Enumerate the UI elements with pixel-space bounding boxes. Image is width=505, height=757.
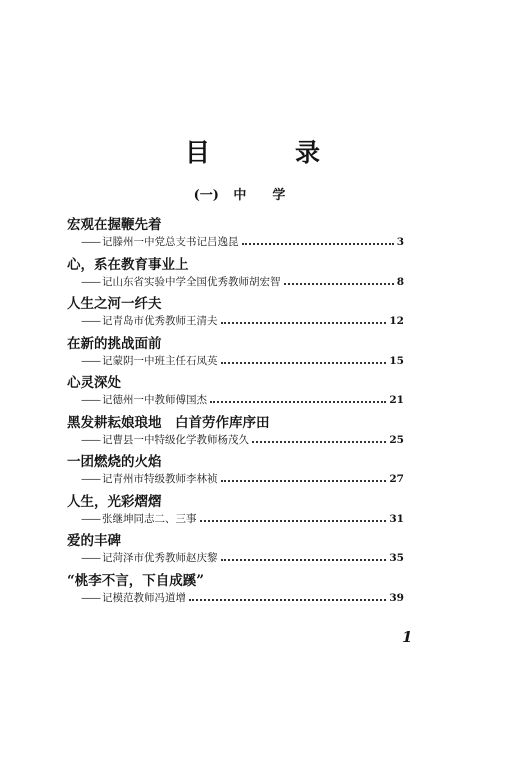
toc-entry-subtitle: 记菏泽市优秀教师赵庆黎 <box>102 552 218 564</box>
toc-page-number: 15 <box>389 354 404 367</box>
toc-entry-title: 心灵深处 <box>67 375 121 391</box>
em-dash: —— <box>81 275 100 288</box>
toc-page-number: 25 <box>389 433 404 446</box>
dot-leader <box>210 393 386 403</box>
toc-entry-subtitle-line <box>81 432 404 447</box>
section-heading <box>0 184 505 203</box>
em-dash: —— <box>81 236 100 248</box>
toc-entry-subtitle-line <box>81 353 404 368</box>
toc-entry <box>67 213 404 253</box>
toc-entry <box>67 292 404 332</box>
em-dash: —— <box>81 473 100 485</box>
toc-entry-subtitle-line <box>81 590 404 605</box>
dot-leader <box>200 512 387 522</box>
toc-entry-subtitle-line <box>81 234 404 249</box>
toc-entry-subtitle: 记山东省实验中学全国优秀教师胡宏智 <box>102 275 281 288</box>
toc-entry-title: “桃李不言，下自成蹊” <box>67 572 205 589</box>
dot-leader <box>284 275 394 285</box>
dot-leader <box>252 433 386 443</box>
toc-entry-subtitle-line <box>81 313 404 328</box>
toc-page-number: 3 <box>396 236 404 248</box>
section-name: 中学 <box>233 188 312 203</box>
toc-entry-title: 在新的挑战面前 <box>67 335 162 352</box>
toc-page-number: 21 <box>389 394 404 406</box>
page-number: 1 <box>402 628 413 646</box>
toc-entry-subtitle: 记蒙阴一中班主任石凤英 <box>102 354 218 367</box>
toc-entry-subtitle: 记青州市特级教师李林祯 <box>102 473 218 485</box>
toc-page-number: 35 <box>389 552 404 564</box>
toc-entry-subtitle: 记青岛市优秀教师王清夫 <box>102 315 218 327</box>
dot-leader <box>221 354 387 364</box>
em-dash: —— <box>81 354 100 367</box>
dot-leader <box>189 591 386 601</box>
toc-entry-subtitle: 记模范教师冯道增 <box>102 591 186 604</box>
toc-entry-subtitle-line <box>81 550 404 565</box>
toc-entry-title: 人生，光彩熠熠 <box>67 493 162 510</box>
toc-page-number: 27 <box>389 473 404 485</box>
dot-leader <box>221 314 387 324</box>
toc-entry <box>67 529 404 569</box>
toc-entry-subtitle: 记曹县一中特级化学教师杨茂久 <box>102 433 249 446</box>
toc-entry <box>67 450 404 490</box>
toc-entry <box>67 569 404 609</box>
toc-entry-title: 黑发耕耘娘琅地 白首劳作库序田 <box>67 414 270 431</box>
dot-leader <box>221 472 387 482</box>
dot-leader <box>221 551 387 561</box>
em-dash: —— <box>81 394 100 406</box>
em-dash: —— <box>81 433 100 446</box>
em-dash: —— <box>81 315 100 327</box>
toc-entry-subtitle-line <box>81 392 404 407</box>
toc-entry-subtitle-line <box>81 511 404 526</box>
toc-entry <box>67 253 404 293</box>
toc-page-number: 31 <box>389 512 404 525</box>
toc-entry-subtitle: 张继坤同志二、三事 <box>102 512 197 525</box>
page-title: 目 录 <box>184 138 350 167</box>
dot-leader <box>242 235 394 245</box>
section-label: (一) <box>193 188 219 203</box>
toc-entry-title: 爱的丰碑 <box>67 533 121 549</box>
table-of-contents <box>67 213 404 608</box>
toc-entry-title: 人生之河一纤夫 <box>67 296 162 312</box>
toc-page-number: 39 <box>389 591 404 604</box>
toc-entry <box>67 411 404 451</box>
em-dash: —— <box>81 552 100 564</box>
toc-entry <box>67 490 404 530</box>
toc-entry-title: 心，系在教育事业上 <box>67 256 189 273</box>
em-dash: —— <box>81 591 100 604</box>
toc-entry-title: 一团燃烧的火焰 <box>67 454 162 470</box>
toc-page-number: 8 <box>396 275 404 288</box>
em-dash: —— <box>81 512 100 525</box>
toc-entry <box>67 332 404 372</box>
toc-entry-subtitle: 记滕州一中党总支书记吕逸昆 <box>102 236 239 248</box>
toc-entry-subtitle-line <box>81 274 404 289</box>
toc-entry-subtitle-line <box>81 471 404 486</box>
toc-entry <box>67 371 404 411</box>
toc-entry-title: 宏观在握鞭先着 <box>67 217 162 233</box>
toc-entry-subtitle: 记德州一中教师傅国杰 <box>102 394 207 406</box>
toc-page-number: 12 <box>389 315 404 327</box>
